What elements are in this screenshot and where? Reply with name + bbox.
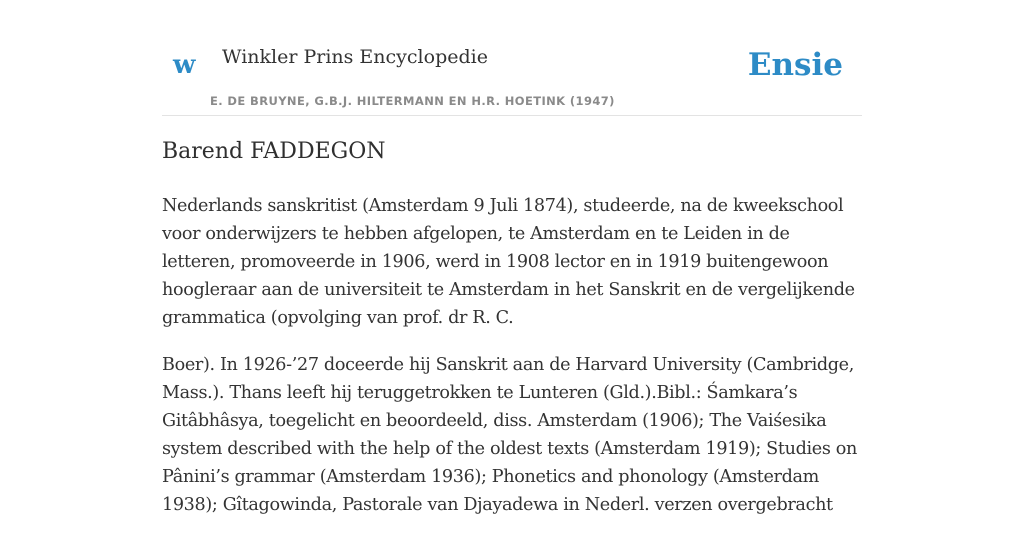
source-authors: E. DE BRUYNE, G.B.J. HILTERMANN EN H.R. HOETINK (1947) [210,94,615,108]
site-header [162,40,862,116]
article-body [162,192,862,538]
source-title[interactable]: Winkler Prins Encyclopedie [222,46,488,68]
article-paragraph: Nederlands sanskritist (Amsterdam 9 Juli 1874), studeerde, na de kweekschool voor onderwijzers te hebben afgelopen, te Amsterdam en te Leiden in de letteren, promoveerde in 1906, werd in 1908 lector en in 1919 buitengewoon hoogleraar aan de universiteit te Amsterdam in het Sanskrit en de vergelijkende grammatica (opvolging van prof. dr R. C. [162,196,855,328]
winkler-prins-logo-icon[interactable]: w [173,50,196,80]
page-title: Barend FADDEGON [162,139,386,164]
ensie-brand-link[interactable]: Ensie [747,47,843,83]
article-paragraph: Boer). In 1926-’27 doceerde hij Sanskrit aan de Harvard University (Cambridge, Mass.). Thans leeft hij teruggetrokken te Lunteren (Gld.).Bibl.: Śamkara’s Gitâbhâsya, toegelicht en beoordeeld, diss. Amsterdam (1906); The Vaiśesika system described with the help of the oldest texts (Amsterdam 1919); Studies on Pânini’s grammar (Amsterdam 1936); Phonetics and phonology (Amsterdam 1938); Gîtagowinda, Pastorale van Djayadewa in Nederl. verzen overgebracht [162,355,857,515]
